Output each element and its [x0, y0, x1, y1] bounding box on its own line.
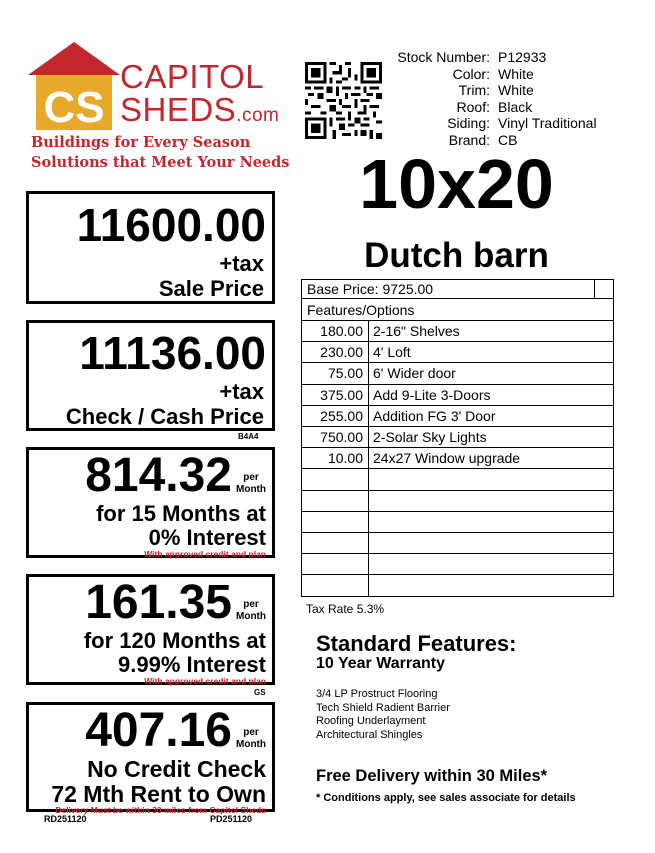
rto-code-right: PD251120 — [210, 814, 253, 824]
table-row — [302, 448, 613, 469]
option-name — [369, 554, 613, 574]
list-item: 3/4 LP Prostruct Flooring — [316, 688, 438, 700]
shed-logo-icon — [28, 42, 120, 134]
option-price — [302, 533, 369, 553]
table-row — [302, 427, 613, 448]
option-name — [369, 491, 613, 511]
brand-suffix: .com — [236, 105, 280, 126]
finance-15-unit — [232, 472, 266, 502]
table-row — [302, 554, 613, 575]
spec-value: White — [498, 82, 534, 99]
rent-to-own-box — [26, 702, 275, 815]
option-price: 375.00 — [302, 385, 369, 405]
rto-amount: 407.16 — [85, 704, 232, 757]
warranty: 10 Year Warranty — [316, 655, 445, 672]
month-label: Month — [236, 484, 266, 495]
option-name: 4' Loft — [373, 344, 411, 361]
standard-features-list — [316, 688, 450, 742]
option-name: 2-16" Shelves — [373, 323, 460, 339]
cash-price: 11136.00 — [79, 327, 266, 379]
rto-unit — [232, 727, 266, 757]
table-row — [302, 575, 613, 596]
option-price: 750.00 — [302, 427, 369, 447]
option-price: 75.00 — [302, 363, 369, 383]
spec-label: Brand: — [448, 131, 490, 148]
qr-code-icon — [305, 62, 382, 139]
table-row — [302, 321, 613, 342]
building-style: Dutch barn — [364, 236, 549, 275]
option-price — [302, 491, 369, 511]
option-name — [369, 575, 613, 596]
spec-value: Vinyl Traditional — [498, 115, 597, 132]
table-row — [302, 533, 613, 554]
option-name — [369, 533, 613, 553]
rto-code-left: RD251120 — [44, 814, 87, 824]
base-price-row — [302, 280, 613, 299]
table-row — [302, 512, 613, 533]
table-row — [302, 363, 613, 384]
table-row — [302, 406, 613, 427]
sale-price: 11600.00 — [76, 199, 266, 251]
spec-row — [382, 82, 642, 99]
finance-120-amount-row — [29, 577, 272, 629]
spec-row — [382, 99, 642, 116]
rto-note: Delivery Must be within 30 miles from Capitol Sheds — [55, 805, 266, 815]
list-item: Tech Shield Radient Barrier — [316, 701, 450, 714]
spec-row — [382, 66, 642, 83]
spec-row — [382, 115, 642, 132]
option-price: 180.00 — [302, 321, 369, 341]
sale-price-label: Sale Price — [158, 276, 264, 301]
tagline-1: Buildings for Every Season — [31, 134, 251, 151]
spec-label: Color: — [452, 65, 490, 82]
brand-name-line1: CAPITOL — [120, 58, 265, 95]
svg-text:CS: CS — [43, 83, 105, 132]
capitol-sheds-logo — [28, 42, 293, 172]
finance-120-code: GS — [254, 688, 266, 697]
finance-120-amount: 161.35 — [85, 576, 232, 629]
month-label: Month — [236, 739, 266, 750]
option-price: 10.00 — [302, 448, 369, 468]
brand-name-line2: SHEDS.com — [120, 91, 280, 128]
spec-label: Roof: — [456, 98, 490, 115]
table-row — [302, 469, 613, 490]
rto-line2: 72 Mth Rent to Own — [51, 781, 266, 807]
per-label: per — [243, 599, 259, 610]
finance-120-term: for 120 Months at — [83, 628, 266, 653]
features-options-header: Features/Options — [302, 299, 613, 321]
spec-value: White — [498, 65, 534, 82]
finance-15-term: for 15 Months at — [96, 501, 266, 526]
table-row — [302, 342, 613, 363]
spec-row — [382, 49, 642, 66]
delivery-conditions: * Conditions apply, see sales associate for details — [316, 792, 576, 804]
option-name — [369, 512, 613, 532]
table-row — [302, 385, 613, 406]
finance-120-note: With approved credit and plan — [144, 676, 266, 686]
list-item: Architectural Shingles — [316, 728, 423, 741]
option-price — [302, 512, 369, 532]
spec-label: Stock Number: — [397, 49, 490, 65]
free-delivery: Free Delivery within 30 Miles* — [316, 767, 548, 785]
spec-value: Black — [498, 98, 533, 115]
finance-120-rate: 9.99% Interest — [118, 652, 266, 677]
building-size: 10x20 — [359, 145, 554, 223]
option-name: Add 9-Lite 3-Doors — [373, 386, 491, 403]
tax-rate: Tax Rate 5.3% — [306, 602, 385, 616]
option-price — [302, 575, 369, 596]
finance-120-box — [26, 574, 275, 685]
spec-value: P12933 — [498, 49, 547, 65]
option-price: 255.00 — [302, 406, 369, 426]
finance-120-unit — [232, 599, 266, 629]
cash-code: B4A4 — [238, 432, 259, 441]
spec-label: Trim: — [458, 82, 490, 99]
option-price: 230.00 — [302, 342, 369, 362]
sale-tax-label: +tax — [219, 251, 264, 276]
option-name: 6' Wider door — [373, 365, 456, 382]
spec-value: CB — [498, 131, 518, 148]
options-table — [301, 279, 614, 597]
cash-tax-label: +tax — [219, 379, 264, 404]
option-name: Addition FG 3' Door — [373, 407, 496, 424]
tagline-2: Solutions that Meet Your Needs — [31, 154, 290, 171]
month-label: Month — [236, 611, 266, 622]
sale-price-box — [26, 191, 275, 304]
rto-amount-row — [29, 705, 272, 757]
option-price — [302, 554, 369, 574]
cash-price-box — [26, 320, 275, 431]
table-row — [302, 491, 613, 512]
base-price: Base Price: 9725.00 — [302, 280, 595, 298]
cash-price-label: Check / Cash Price — [65, 404, 264, 429]
finance-15-note: With approved credit and plan — [144, 549, 266, 559]
finance-15-amount-row — [29, 450, 272, 502]
spec-list — [382, 49, 642, 149]
list-item: Roofing Underlayment — [316, 715, 426, 727]
base-price-checkbox — [595, 280, 613, 298]
rto-line1: No Credit Check — [87, 756, 266, 782]
option-name — [369, 469, 613, 489]
finance-15-box — [26, 447, 275, 558]
option-name: 24x27 Window upgrade — [373, 450, 521, 467]
finance-15-rate: 0% Interest — [148, 525, 266, 550]
spec-label: Siding: — [447, 115, 490, 132]
per-label: per — [243, 727, 259, 738]
option-price — [302, 469, 369, 489]
finance-15-amount: 814.32 — [85, 449, 232, 502]
option-name: 2-Solar Sky Lights — [373, 428, 487, 445]
per-label: per — [243, 472, 259, 483]
standard-features-title: Standard Features: — [316, 631, 517, 656]
